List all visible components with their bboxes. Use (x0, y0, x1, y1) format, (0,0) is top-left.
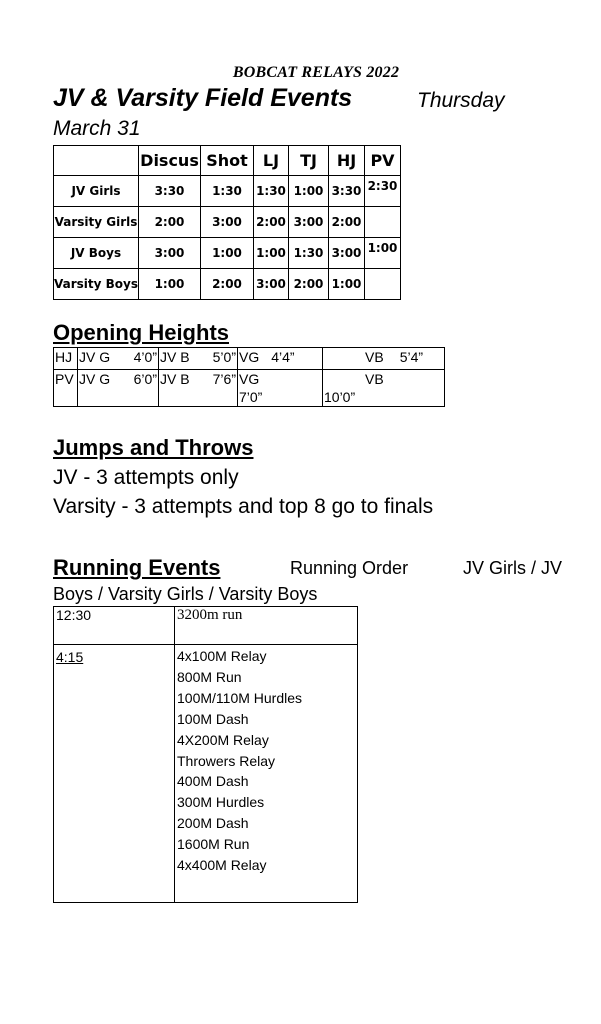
running-time-cell (54, 645, 175, 903)
running-event-item: 4x400M Relay (177, 857, 267, 874)
schedule-header-cell: Shot (201, 146, 254, 176)
height-value: 5’4” (399, 349, 424, 365)
height-cell (159, 370, 238, 407)
height-cell (78, 370, 159, 407)
height-cell (323, 348, 445, 370)
schedule-row (54, 176, 401, 207)
height-cell (238, 348, 323, 370)
schedule-header-cell: TJ (289, 146, 329, 176)
running-time-value: 4:15 (56, 649, 84, 665)
schedule-header-cell: Discus (139, 146, 201, 176)
height-event-cell: PV (54, 370, 78, 407)
schedule-header-cell (54, 146, 139, 176)
height-group-label: JV G (79, 371, 111, 387)
height-value: 7’0” (239, 389, 263, 405)
event-title: BOBCAT RELAYS 2022 (232, 64, 400, 81)
schedule-header-cell: LJ (254, 146, 289, 176)
schedule-cell: 3:00 (289, 207, 329, 238)
schedule-cell: 1:00 (329, 269, 365, 300)
schedule-cell: 3:00 (329, 238, 365, 269)
running-event-item: 4X200M Relay (177, 731, 269, 748)
schedule-cell: 3:30 (139, 176, 201, 207)
schedule-row (54, 207, 401, 238)
event-day: Thursday (417, 89, 505, 112)
schedule-header-cell: HJ (329, 146, 365, 176)
height-group-label: JV B (160, 349, 190, 365)
height-cell (323, 370, 445, 407)
running-event-item: 100M/110M Hurdles (177, 689, 303, 706)
opening-heights-row (54, 370, 445, 407)
schedule-cell (365, 269, 401, 300)
schedule-cell: 3:30 (329, 176, 365, 207)
schedule-cell: 2:00 (329, 207, 365, 238)
height-group-label: VG (239, 371, 260, 387)
schedule-cell: 1:30 (201, 176, 254, 207)
running-event-item: 4x100M Relay (177, 648, 267, 664)
schedule-cell: 2:30 (365, 176, 401, 207)
running-event-list-cell (175, 645, 358, 903)
height-value: 4’4” (271, 349, 295, 365)
running-events-table (53, 606, 358, 903)
running-events-heading: Running Events (53, 555, 221, 580)
schedule-header-cell: PV (365, 146, 401, 176)
height-cell (78, 348, 159, 370)
height-event-cell: HJ (54, 348, 78, 370)
running-event-item: Throwers Relay (177, 752, 276, 769)
page-title: JV & Varsity Field Events (53, 84, 353, 112)
running-event-item: 200M Dash (177, 815, 249, 832)
height-group-label: VG (239, 349, 260, 365)
schedule-cell: 2:00 (254, 207, 289, 238)
schedule-header-row (54, 146, 401, 176)
running-order-label: Running Order (290, 558, 409, 578)
running-order-part2: Boys / Varsity Girls / Varsity Boys (53, 584, 318, 604)
schedule-cell: 1:00 (365, 238, 401, 269)
schedule-cell: 3:00 (254, 269, 289, 300)
height-value: 5’0” (212, 349, 236, 365)
running-event-item: 400M Dash (177, 773, 249, 790)
height-value: 7’6” (212, 371, 236, 387)
running-time-cell: 12:30 (54, 607, 175, 645)
running-row (54, 607, 358, 645)
height-group-label: JV B (160, 371, 190, 387)
running-event-item: 1600M Run (177, 836, 250, 853)
schedule-row (54, 269, 401, 300)
schedule-cell: 3:00 (139, 238, 201, 269)
running-event-cell: 3200m run (175, 607, 358, 645)
running-event-item: 300M Hurdles (177, 794, 265, 811)
opening-heights-table (53, 347, 445, 407)
schedule-cell: 1:30 (289, 238, 329, 269)
schedule-row-label: Varsity Boys (54, 269, 139, 300)
running-order-part1: JV Girls / JV (463, 558, 563, 578)
schedule-cell: 3:00 (201, 207, 254, 238)
schedule-row-label: JV Girls (54, 176, 139, 207)
schedule-cell: 2:00 (139, 207, 201, 238)
schedule-cell: 1:30 (254, 176, 289, 207)
schedule-cell: 1:00 (289, 176, 329, 207)
running-row (54, 645, 358, 903)
field-events-schedule-table (53, 145, 401, 300)
schedule-row-label: JV Boys (54, 238, 139, 269)
opening-heights-heading: Opening Heights (53, 320, 229, 345)
height-value: 6’0” (133, 371, 157, 387)
height-group-label: JV G (79, 349, 111, 365)
schedule-cell: 1:00 (201, 238, 254, 269)
schedule-cell: 2:00 (289, 269, 329, 300)
schedule-cell: 2:00 (201, 269, 254, 300)
height-cell (159, 348, 238, 370)
height-group-label: VB (365, 371, 384, 387)
schedule-cell (365, 207, 401, 238)
height-value: 10’0” (324, 389, 356, 405)
running-event-item: 800M Run (177, 668, 242, 685)
opening-heights-row (54, 348, 445, 370)
schedule-row-label: Varsity Girls (54, 207, 139, 238)
schedule-row (54, 238, 401, 269)
jv-attempts-rule: JV - 3 attempts only (53, 466, 239, 489)
varsity-attempts-rule: Varsity - 3 attempts and top 8 go to finals (53, 495, 434, 518)
height-group-label: VB (365, 349, 384, 365)
height-value: 4’0” (133, 349, 157, 365)
jumps-throws-heading: Jumps and Throws (53, 435, 254, 460)
schedule-cell: 1:00 (139, 269, 201, 300)
schedule-cell: 1:00 (254, 238, 289, 269)
height-cell (238, 370, 323, 407)
event-date: March 31 (53, 117, 141, 140)
running-event-item: 100M Dash (177, 710, 249, 727)
